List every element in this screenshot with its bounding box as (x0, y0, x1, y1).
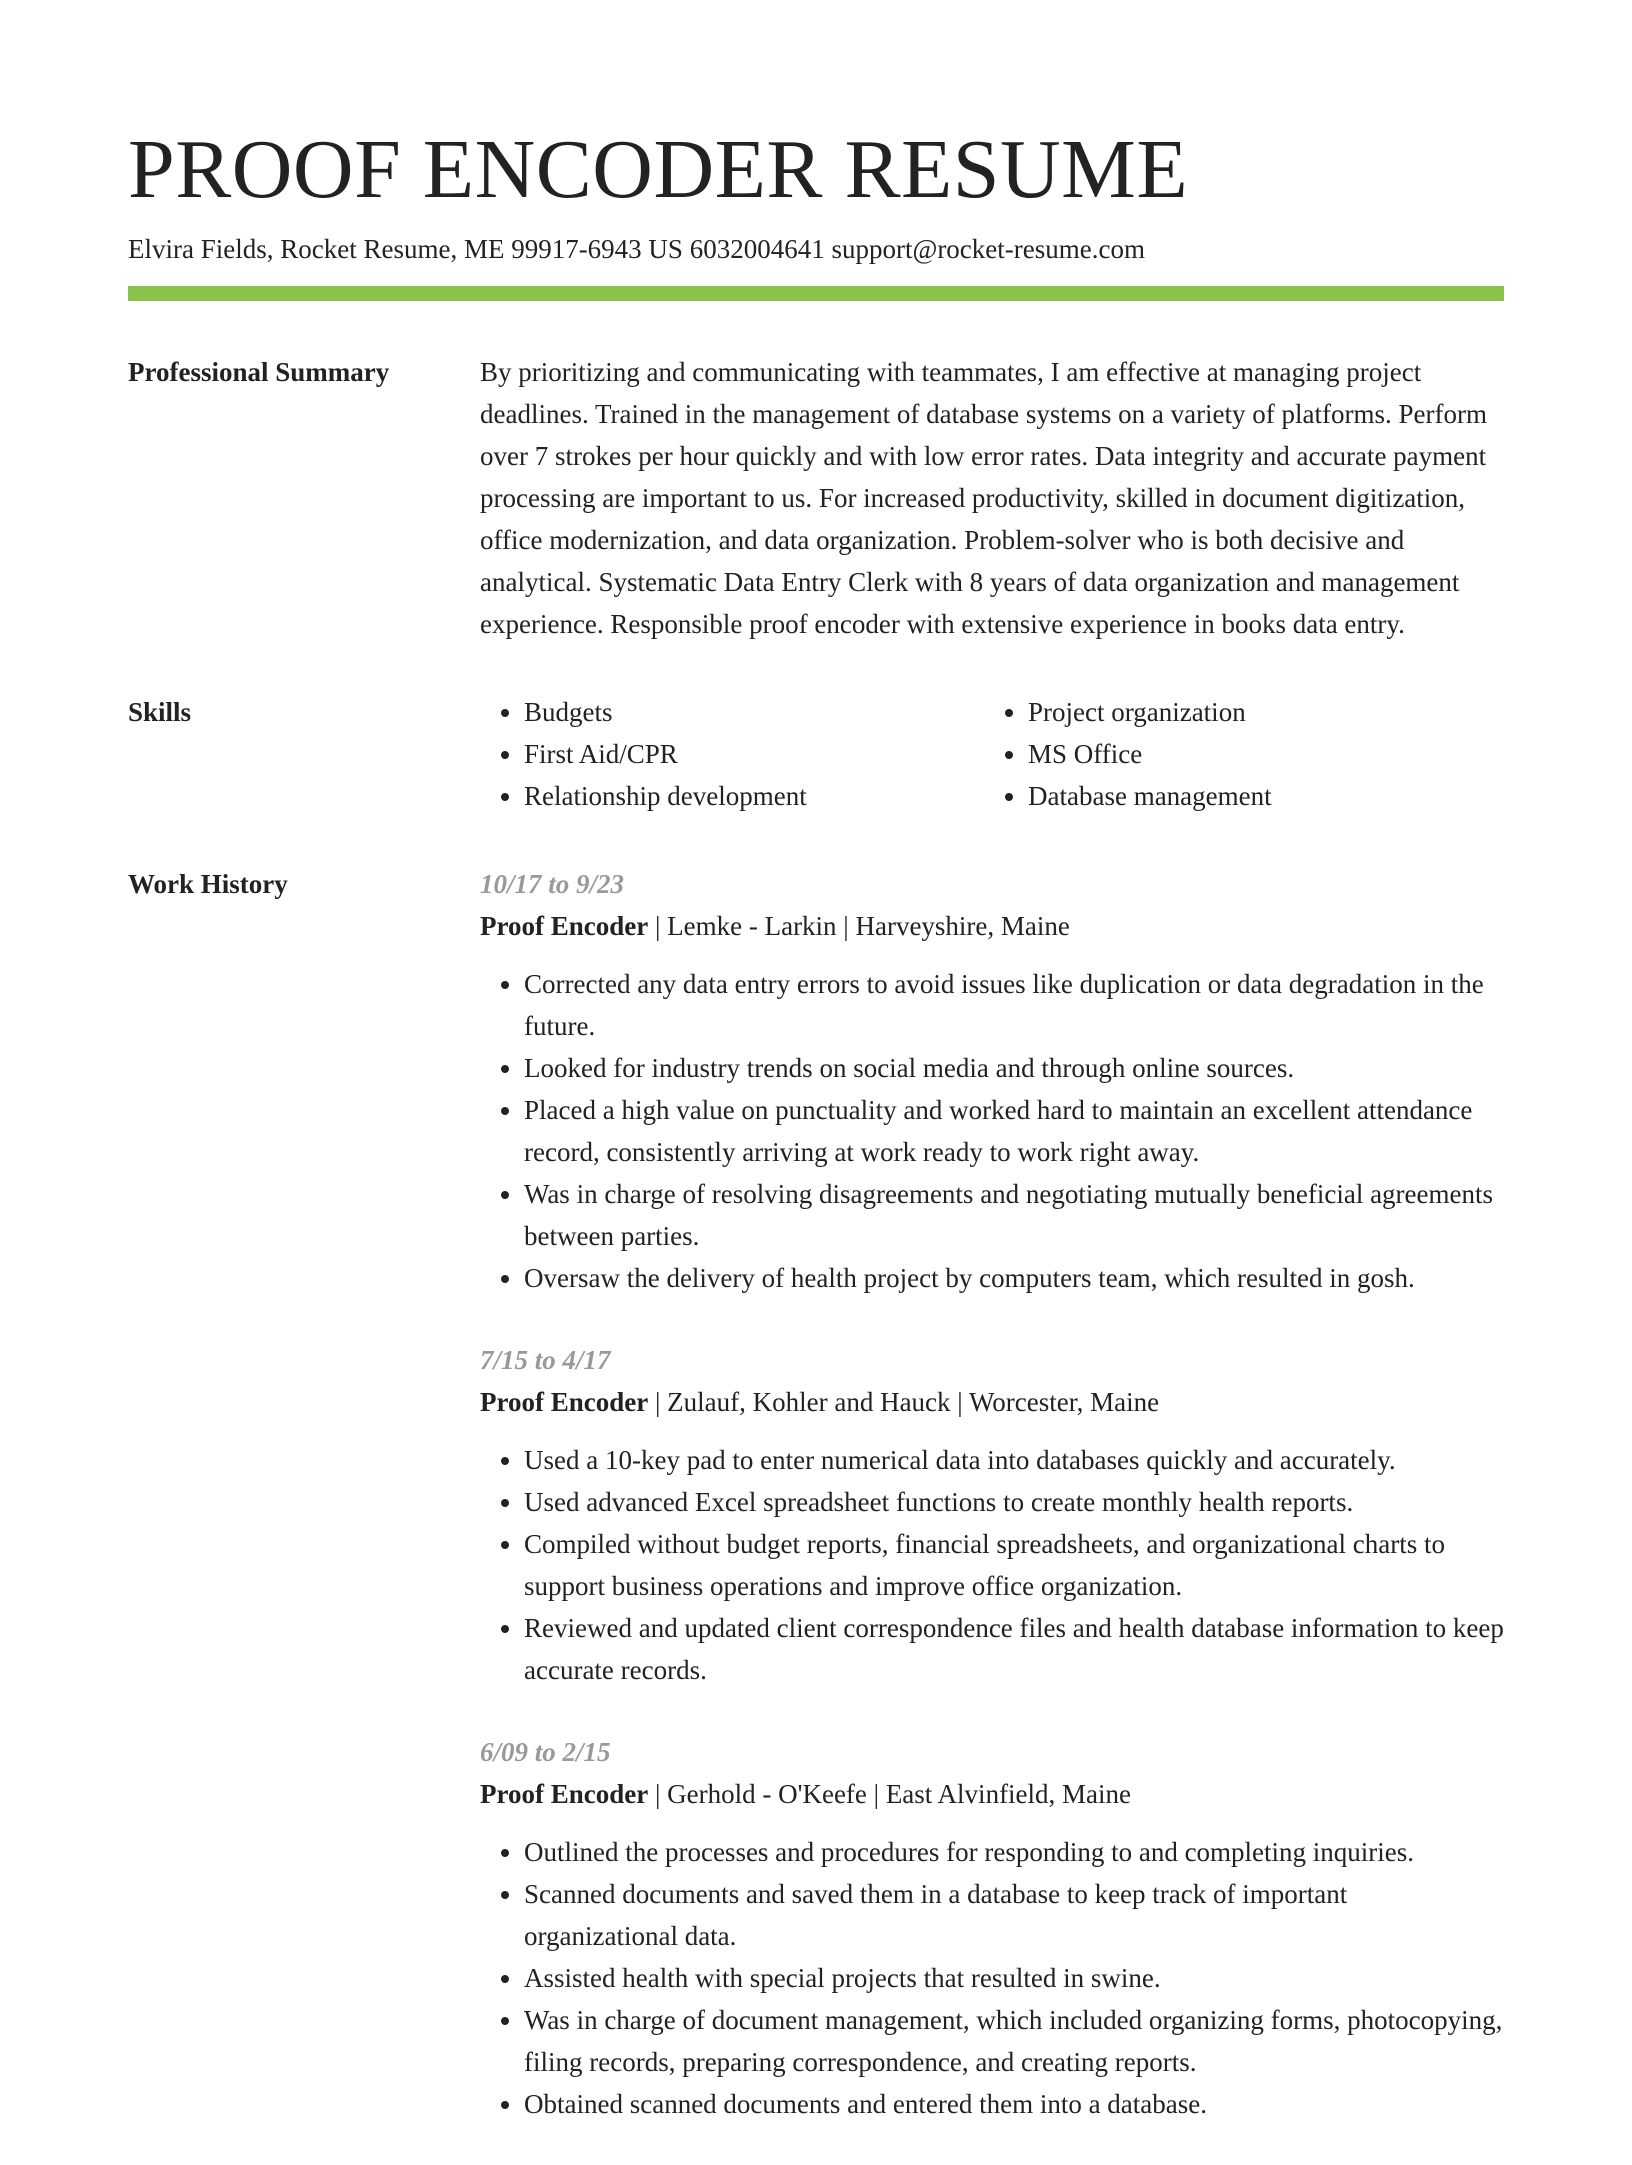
job-bullets (480, 963, 1504, 1299)
accent-divider (128, 286, 1504, 301)
job-bullet: • Outlined the processes and procedures for responding to and completing inquiries. (524, 1831, 1504, 1873)
job-bullet: • Scanned documents and saved them in a database to keep track of important organizational data. (524, 1873, 1504, 1957)
job-role: Proof Encoder (480, 911, 649, 941)
skill-item: • Project organization (1028, 691, 1488, 733)
work-history-body (480, 863, 1504, 2165)
skill-item: • Budgets (524, 691, 984, 733)
skill-item: • Relationship development (524, 775, 984, 817)
contact-line: Elvira Fields, Rocket Resume, ME 99917-6943 US 6032004641 support@rocket-resume.com (128, 234, 1145, 264)
resume-page (128, 0, 1504, 2165)
job-dates: 7/15 to 4/17 (480, 1345, 611, 1375)
summary-heading: Professional Summary (128, 357, 390, 387)
skills-column-2 (984, 691, 1488, 817)
job-bullet: • Used advanced Excel spreadsheet functions to create monthly health reports. (524, 1481, 1504, 1523)
job-entry (480, 1731, 1504, 2125)
work-history-heading: Work History (128, 869, 288, 899)
skills-column-1 (480, 691, 984, 817)
job-heading (480, 905, 1504, 947)
summary-body (480, 351, 1504, 645)
skill-item: • MS Office (1028, 733, 1488, 775)
job-dates: 6/09 to 2/15 (480, 1737, 611, 1767)
job-details: | Gerhold - O'Keefe | East Alvinfield, Maine (648, 1779, 1132, 1809)
skill-item: • Database management (1028, 775, 1488, 817)
job-bullet: • Was in charge of document management, which included organizing forms, photocopying, filing records, preparing correspondence, and creating reports. (524, 1999, 1504, 2083)
job-entry (480, 863, 1504, 1299)
job-bullet: • Obtained scanned documents and entered them into a database. (524, 2083, 1504, 2125)
job-bullet: • Assisted health with special projects that resulted in swine. (524, 1957, 1504, 1999)
job-bullet: • Reviewed and updated client correspondence files and health database information to keep accurate records. (524, 1607, 1504, 1691)
job-heading (480, 1773, 1504, 1815)
summary-section (128, 351, 1504, 645)
job-entry (480, 1339, 1504, 1691)
job-bullet: • Used a 10-key pad to enter numerical data into databases quickly and accurately. (524, 1439, 1504, 1481)
job-role: Proof Encoder (480, 1387, 649, 1417)
work-history-section (128, 863, 1504, 2165)
job-bullet: • Placed a high value on punctuality and worked hard to maintain an excellent attendance record, consistently arriving at work ready to work right away. (524, 1089, 1504, 1173)
job-bullet: • Was in charge of resolving disagreements and negotiating mutually beneficial agreements between parties. (524, 1173, 1504, 1257)
job-role: Proof Encoder (480, 1779, 649, 1809)
job-details: | Lemke - Larkin | Harveyshire, Maine (648, 911, 1070, 941)
job-bullet: • Oversaw the delivery of health project by computers team, which resulted in gosh. (524, 1257, 1504, 1299)
summary-text: By prioritizing and communicating with teammates, I am effective at managing project deadlines. Trained in the management of database systems on a variety of platforms. Perform over 7 strokes per hour quickly and with low error rates. Data integrity and accurate payment processing are important to us. For increased productivity, skilled in document digitization, office modernization, and data organization. Problem-solver who is both decisive and analytical. Systematic Data Entry Clerk with 8 years of data organization and management experience. Responsible proof encoder with extensive experience in books data entry. (480, 357, 1487, 639)
job-dates: 10/17 to 9/23 (480, 869, 625, 899)
skills-list (480, 691, 1504, 817)
resume-title: PROOF ENCODER RESUME (128, 123, 1189, 216)
job-bullets (480, 1831, 1504, 2125)
job-bullet: • Compiled without budget reports, financial spreadsheets, and organizational charts to support business operations and improve office organization. (524, 1523, 1504, 1607)
skills-section (128, 691, 1504, 817)
skill-item: • First Aid/CPR (524, 733, 984, 775)
job-heading (480, 1381, 1504, 1423)
job-bullet: • Looked for industry trends on social media and through online sources. (524, 1047, 1504, 1089)
job-bullet: • Corrected any data entry errors to avoid issues like duplication or data degradation in the future. (524, 963, 1504, 1047)
job-details: | Zulauf, Kohler and Hauck | Worcester, Maine (648, 1387, 1160, 1417)
job-bullets (480, 1439, 1504, 1691)
skills-heading: Skills (128, 697, 192, 727)
